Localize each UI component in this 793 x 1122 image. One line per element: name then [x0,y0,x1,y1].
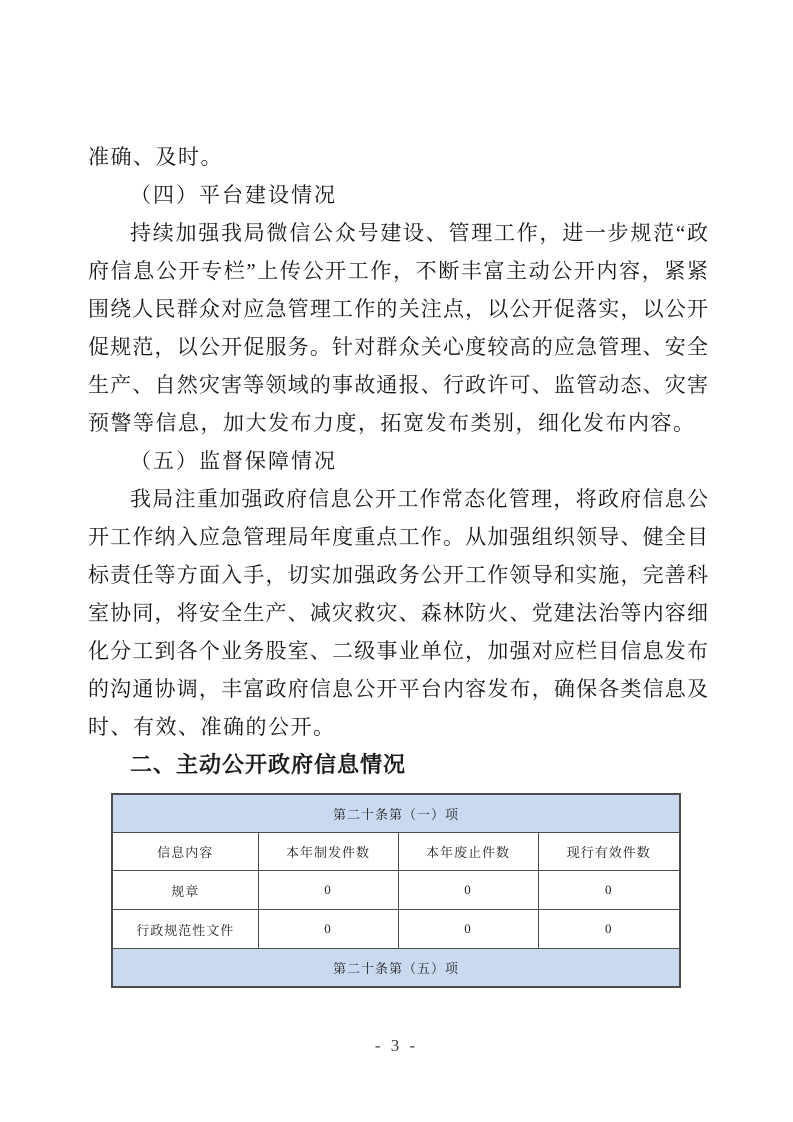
table-row [112,910,680,949]
text-line: 生产、自然灾害等领域的事故通报、行政许可、监管动态、灾害 [88,373,708,397]
cell-value: 0 [258,871,398,910]
cell-value: 0 [398,910,538,949]
table-banner-row [112,949,680,988]
text-line: 我局注重加强政府信息公开工作常态化管理，将政府信息公 [130,487,708,511]
column-header: 本年废止件数 [398,833,538,871]
table-row [112,871,680,910]
text-line: 开工作纳入应急管理局年度重点工作。从加强组织领导、健全目 [88,525,708,549]
table-header-row [112,833,680,871]
disclosure-statistics-table [111,793,681,988]
column-header: 本年制发件数 [258,833,398,871]
text-line: 府信息公开专栏”上传公开工作，不断丰富主动公开内容，紧紧 [88,259,708,283]
section-heading-2: 二、主动公开政府信息情况 [130,752,407,777]
section-heading-5: （五）监督保障情况 [130,449,337,473]
text-line: 室协同，将安全生产、减灾救灾、森林防火、党建法治等内容细 [88,601,708,625]
page-number: - 3 - [374,1036,419,1055]
body-text-block [88,138,708,784]
text-line: 标责任等方面入手，切实加强政务公开工作领导和实施，完善科 [88,563,708,587]
column-header: 现行有效件数 [538,833,680,871]
cell-value: 0 [538,871,680,910]
section-heading-4: （四）平台建设情况 [130,183,337,207]
column-header: 信息内容 [112,833,258,871]
table-bottom-banner: 第二十条第（五）项 [112,949,680,988]
cell-value: 0 [398,871,538,910]
text-line: 时、有效、准确的公开。 [88,715,336,739]
table-banner-row [112,794,680,833]
text-line: 持续加强我局微信公众号建设、管理工作，进一步规范“政 [130,221,708,245]
text-line: 预警等信息，加大发布力度，拓宽发布类别，细化发布内容。 [88,411,696,435]
row-label: 规章 [112,871,258,910]
row-label: 行政规范性文件 [112,910,258,949]
text-line: 促规范，以公开促服务。针对群众关心度较高的应急管理、安全 [88,335,708,359]
cell-value: 0 [258,910,398,949]
text-line: 准确、及时。 [88,145,223,169]
text-line: 的沟通协调，丰富政府信息公开平台内容发布，确保各类信息及 [88,677,708,701]
text-line: 化分工到各个业务股室、二级事业单位，加强对应栏目信息发布 [88,639,708,663]
table-top-banner: 第二十条第（一）项 [112,794,680,833]
cell-value: 0 [538,910,680,949]
text-line: 围绕人民群众对应急管理工作的关注点，以公开促落实，以公开 [88,297,708,321]
